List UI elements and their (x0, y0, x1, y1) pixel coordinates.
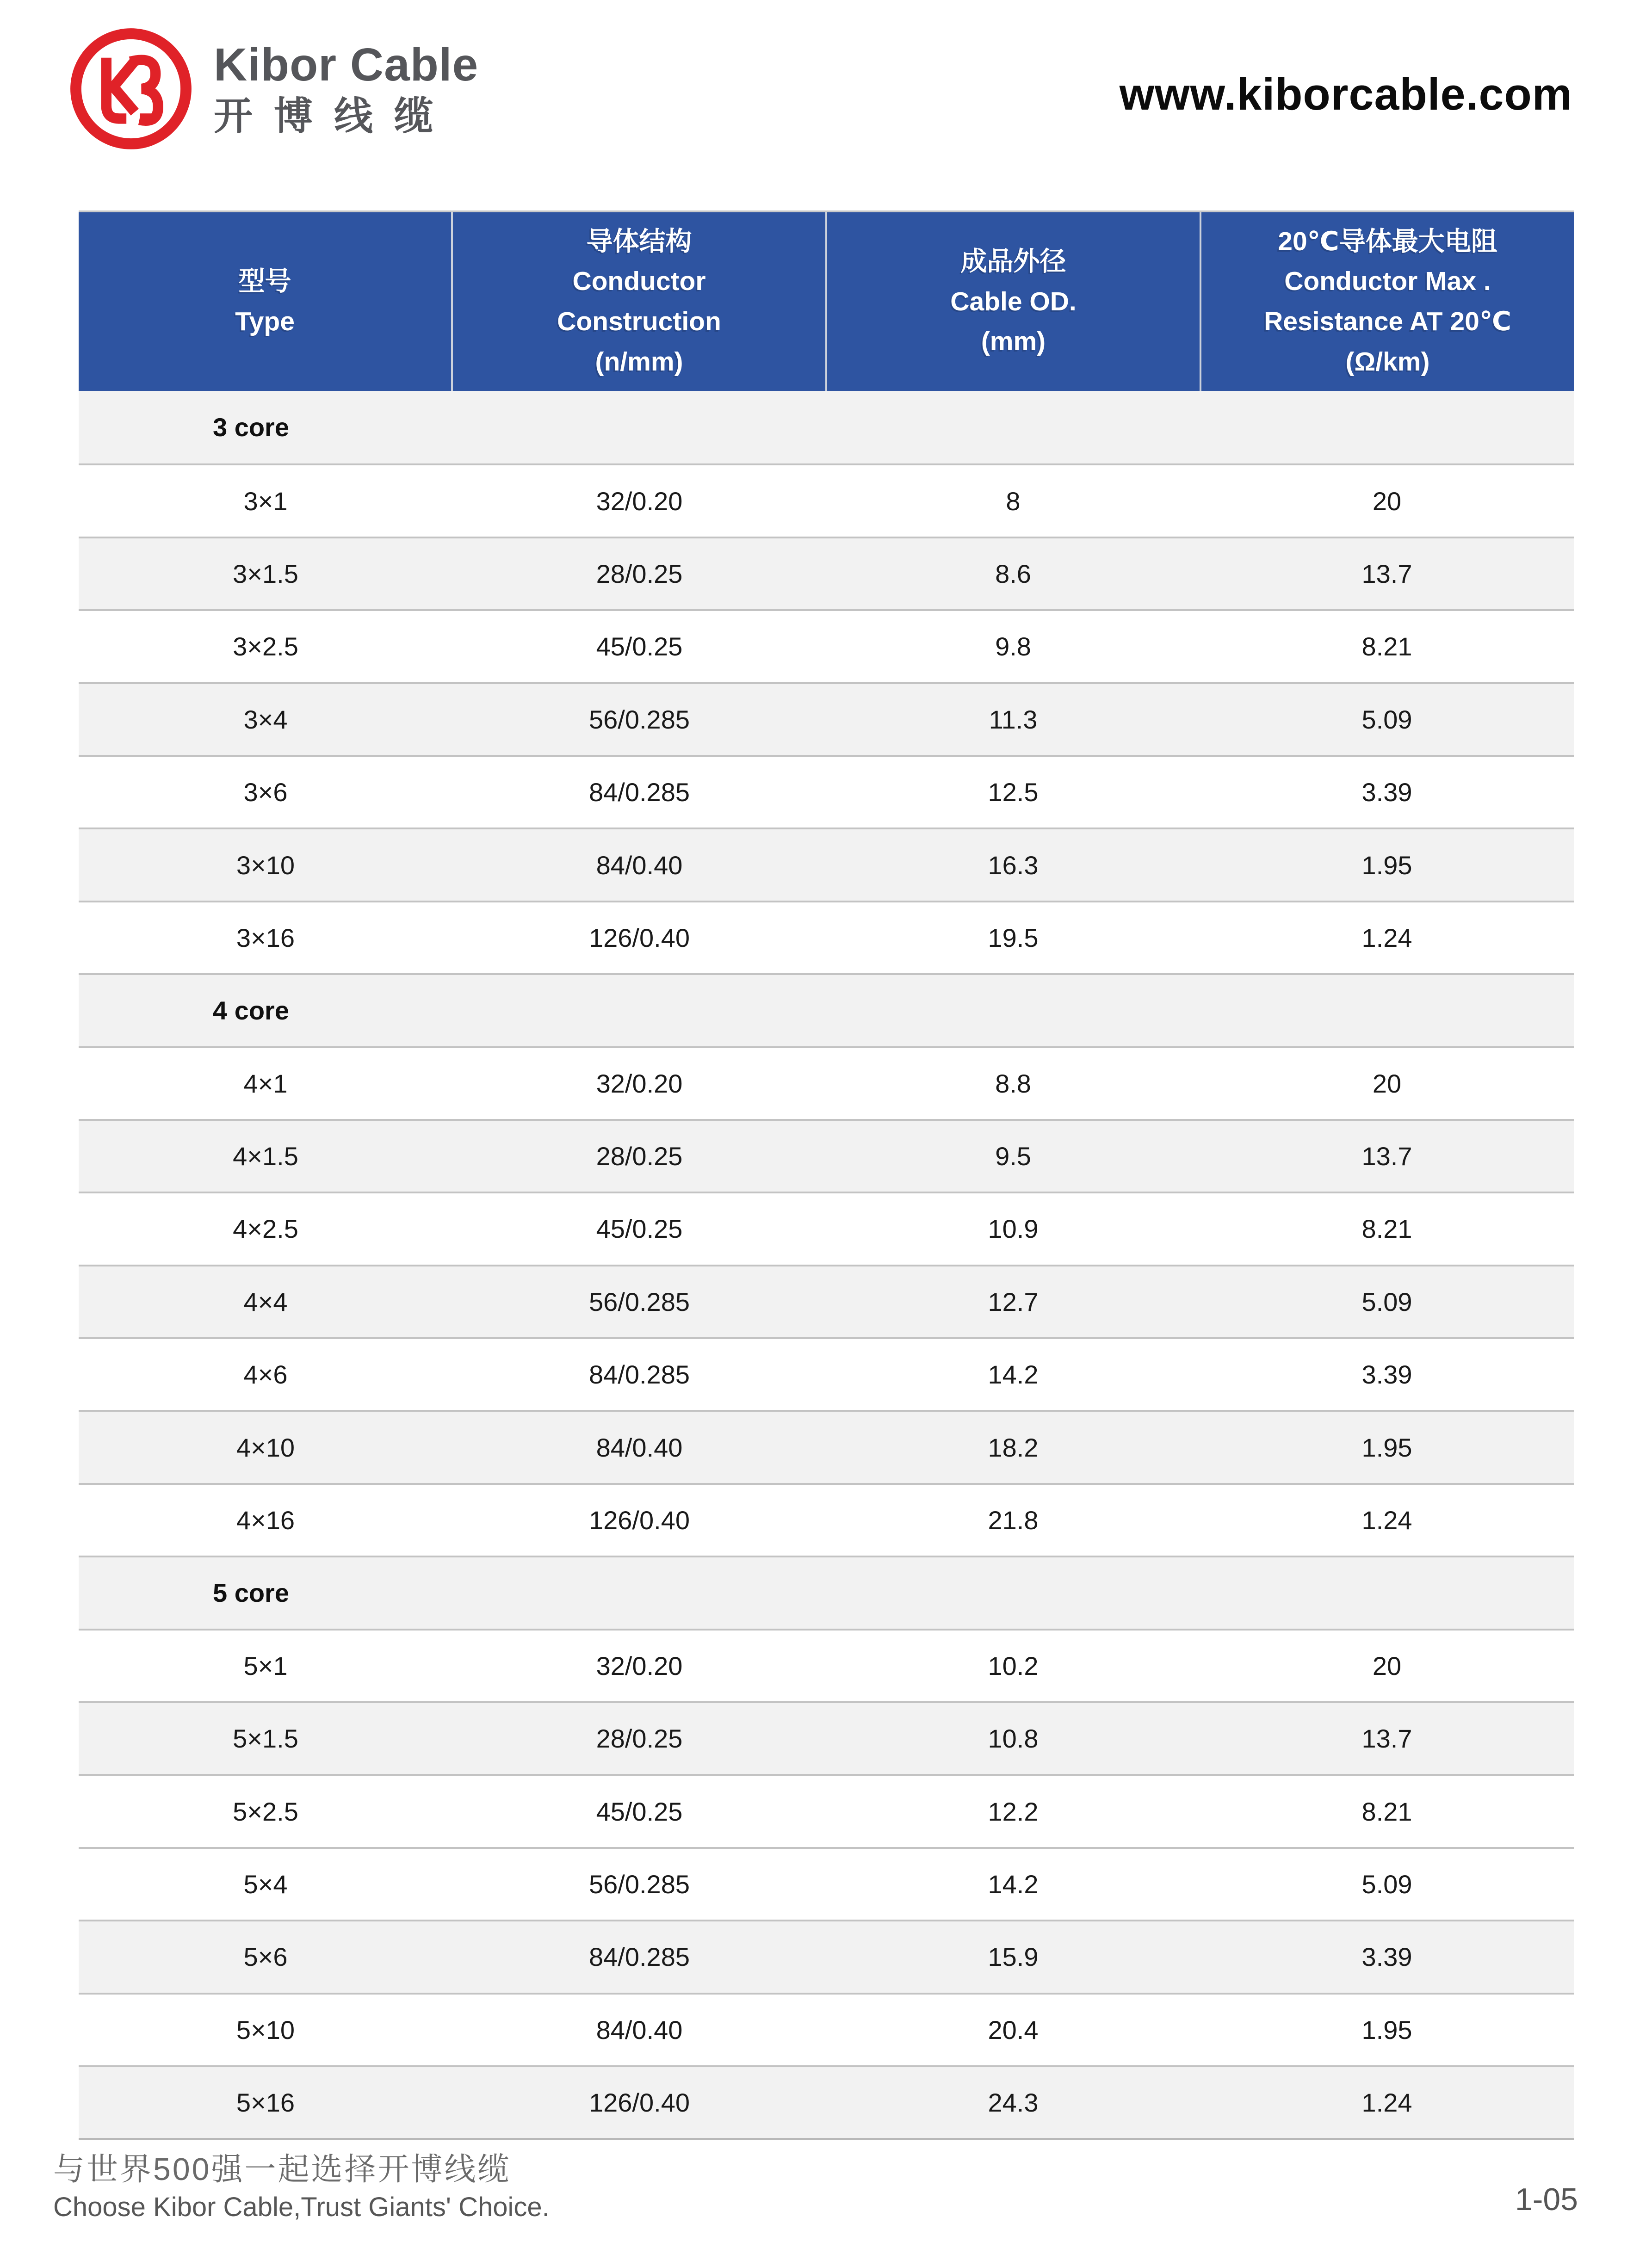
table-cell: 84/0.285 (589, 1360, 690, 1390)
data-row (79, 1265, 1574, 1337)
table-cell: 13.7 (1361, 1142, 1412, 1171)
column-header: 型号 Type (235, 266, 295, 336)
table-cell: 56/0.285 (589, 1287, 690, 1316)
table-cell: 32/0.20 (596, 486, 683, 516)
table-cell: 1.24 (1361, 1506, 1412, 1535)
table-cell: 21.8 (988, 1506, 1039, 1535)
data-row (79, 1774, 1574, 1847)
data-row (79, 1920, 1574, 1992)
table-cell: 16.3 (988, 850, 1039, 880)
table-cell: 8.21 (1361, 1214, 1412, 1244)
data-row (79, 682, 1574, 755)
table-cell: 32/0.20 (596, 1651, 683, 1680)
data-row (79, 2065, 1574, 2138)
table-cell: 5×16 (236, 2088, 295, 2118)
table-cell: 13.7 (1361, 559, 1412, 588)
table-cell: 19.5 (988, 923, 1039, 952)
table-cell: 8.21 (1361, 632, 1412, 661)
table-cell: 4×10 (236, 1433, 295, 1462)
table-cell: 9.8 (995, 632, 1031, 661)
table-cell: 126/0.40 (589, 2088, 690, 2118)
section-header-row (79, 1556, 1574, 1628)
table-cell: 8 (1006, 486, 1021, 516)
table-cell: 5.09 (1361, 704, 1412, 734)
table-cell: 20.4 (988, 2015, 1039, 2044)
table-cell: 5×10 (236, 2015, 295, 2044)
table-cell: 10.2 (988, 1651, 1039, 1680)
table-cell: 56/0.285 (589, 704, 690, 734)
table-cell: 45/0.25 (596, 632, 683, 661)
table-cell: 3×1.5 (233, 559, 298, 588)
table-cell: 4×16 (236, 1506, 295, 1535)
table-body (79, 391, 1574, 2140)
table-cell: 24.3 (988, 2088, 1039, 2118)
cable-spec-table (79, 210, 1574, 2140)
data-row (79, 755, 1574, 828)
data-row (79, 1701, 1574, 1774)
table-cell: 1.24 (1361, 2088, 1412, 2118)
table-cell: 84/0.285 (589, 1942, 690, 1972)
section-label: 3 core (213, 413, 289, 442)
column-header: 20℃导体最大电阻 Conductor Max . Resistance AT 20℃ (Ω/km) (1200, 212, 1574, 391)
brand-text (214, 41, 478, 136)
data-row (79, 463, 1574, 536)
table-cell: 5.09 (1361, 1287, 1412, 1316)
table-cell: 20 (1372, 486, 1402, 516)
section-label: 4 core (213, 996, 289, 1025)
data-row (79, 609, 1574, 682)
table-cell: 5×2.5 (233, 1797, 298, 1826)
table-cell: 28/0.25 (596, 1724, 683, 1754)
data-row (79, 1993, 1574, 2065)
table-cell: 12.7 (988, 1287, 1039, 1316)
table-cell: 10.8 (988, 1724, 1039, 1754)
table-cell: 84/0.40 (596, 2015, 683, 2044)
table-cell: 84/0.40 (596, 1433, 683, 1462)
table-cell: 12.2 (988, 1797, 1039, 1826)
table-cell: 56/0.285 (589, 1870, 690, 1899)
data-row (79, 1483, 1574, 1556)
table-cell: 3.39 (1361, 778, 1412, 807)
table-cell: 84/0.40 (596, 850, 683, 880)
page-number: 1-05 (1515, 2182, 1578, 2217)
data-row (79, 1410, 1574, 1482)
table-cell: 11.3 (989, 704, 1038, 734)
table-cell: 5×4 (243, 1870, 288, 1899)
table-cell: 84/0.285 (589, 778, 690, 807)
table-cell: 1.95 (1361, 1433, 1412, 1462)
table-cell: 3×10 (236, 850, 295, 880)
data-row (79, 828, 1574, 900)
table-cell: 5.09 (1361, 1870, 1412, 1899)
table-cell: 1.95 (1361, 2015, 1412, 2044)
table-cell: 28/0.25 (596, 1142, 683, 1171)
column-header: 成品外径 Cable OD. (mm) (825, 212, 1200, 391)
website-url: www.kiborcable.com (1119, 69, 1572, 119)
table-cell: 4×6 (243, 1360, 288, 1390)
table-cell: 12.5 (988, 778, 1039, 807)
footer-slogan-zh: 与世界500强一起选择开博线缆 (53, 2152, 511, 2187)
table-cell: 45/0.25 (596, 1214, 683, 1244)
data-row (79, 1046, 1574, 1119)
footer-slogan-en: Choose Kibor Cable,Trust Giants' Choice. (53, 2192, 550, 2222)
table-cell: 3×1 (243, 486, 288, 516)
table-cell: 8.21 (1361, 1797, 1412, 1826)
table-cell: 3.39 (1361, 1942, 1412, 1972)
table-cell: 15.9 (988, 1942, 1039, 1972)
table-cell: 4×4 (243, 1287, 288, 1316)
table-cell: 14.2 (988, 1870, 1039, 1899)
table-cell: 8.8 (995, 1069, 1031, 1098)
data-row (79, 1119, 1574, 1192)
brand-name-zh: 开博线缆 (214, 94, 455, 138)
brand-name-en: Kibor Cable (214, 39, 479, 91)
data-row (79, 901, 1574, 973)
table-cell: 28/0.25 (596, 559, 683, 588)
data-row (79, 1629, 1574, 1701)
table-cell: 8.6 (995, 559, 1031, 588)
table-cell: 4×1.5 (233, 1142, 298, 1171)
table-cell: 126/0.40 (589, 1506, 690, 1535)
section-header-row (79, 973, 1574, 1046)
table-cell: 1.95 (1361, 850, 1412, 880)
data-row (79, 537, 1574, 609)
column-header: 导体结构 Conductor Construction (n/mm) (451, 212, 825, 391)
table-cell: 32/0.20 (596, 1069, 683, 1098)
section-header-row (79, 391, 1574, 463)
table-cell: 20 (1372, 1069, 1402, 1098)
table-cell: 5×6 (243, 1942, 288, 1972)
kibor-logo-icon (64, 24, 198, 154)
table-cell: 126/0.40 (589, 923, 690, 952)
data-row (79, 1337, 1574, 1410)
table-cell: 3×2.5 (233, 632, 298, 661)
table-cell: 4×2.5 (233, 1214, 298, 1244)
table-cell: 3×4 (243, 704, 288, 734)
table-cell: 1.24 (1361, 923, 1412, 952)
table-cell: 18.2 (988, 1433, 1039, 1462)
section-label: 5 core (213, 1578, 289, 1608)
table-cell: 9.5 (995, 1142, 1031, 1171)
table-cell: 20 (1372, 1651, 1402, 1680)
table-cell: 45/0.25 (596, 1797, 683, 1826)
table-cell: 13.7 (1361, 1724, 1412, 1754)
table-cell: 5×1.5 (233, 1724, 298, 1754)
table-cell: 5×1 (243, 1651, 288, 1680)
brand-header (64, 24, 478, 154)
table-cell: 4×1 (243, 1069, 288, 1098)
table-header-row (79, 210, 1574, 391)
table-cell: 10.9 (988, 1214, 1039, 1244)
table-cell: 3×16 (236, 923, 295, 952)
data-row (79, 1192, 1574, 1264)
table-cell: 3.39 (1361, 1360, 1412, 1390)
table-cell: 3×6 (243, 778, 288, 807)
data-row (79, 1847, 1574, 1920)
table-cell: 14.2 (988, 1360, 1039, 1390)
